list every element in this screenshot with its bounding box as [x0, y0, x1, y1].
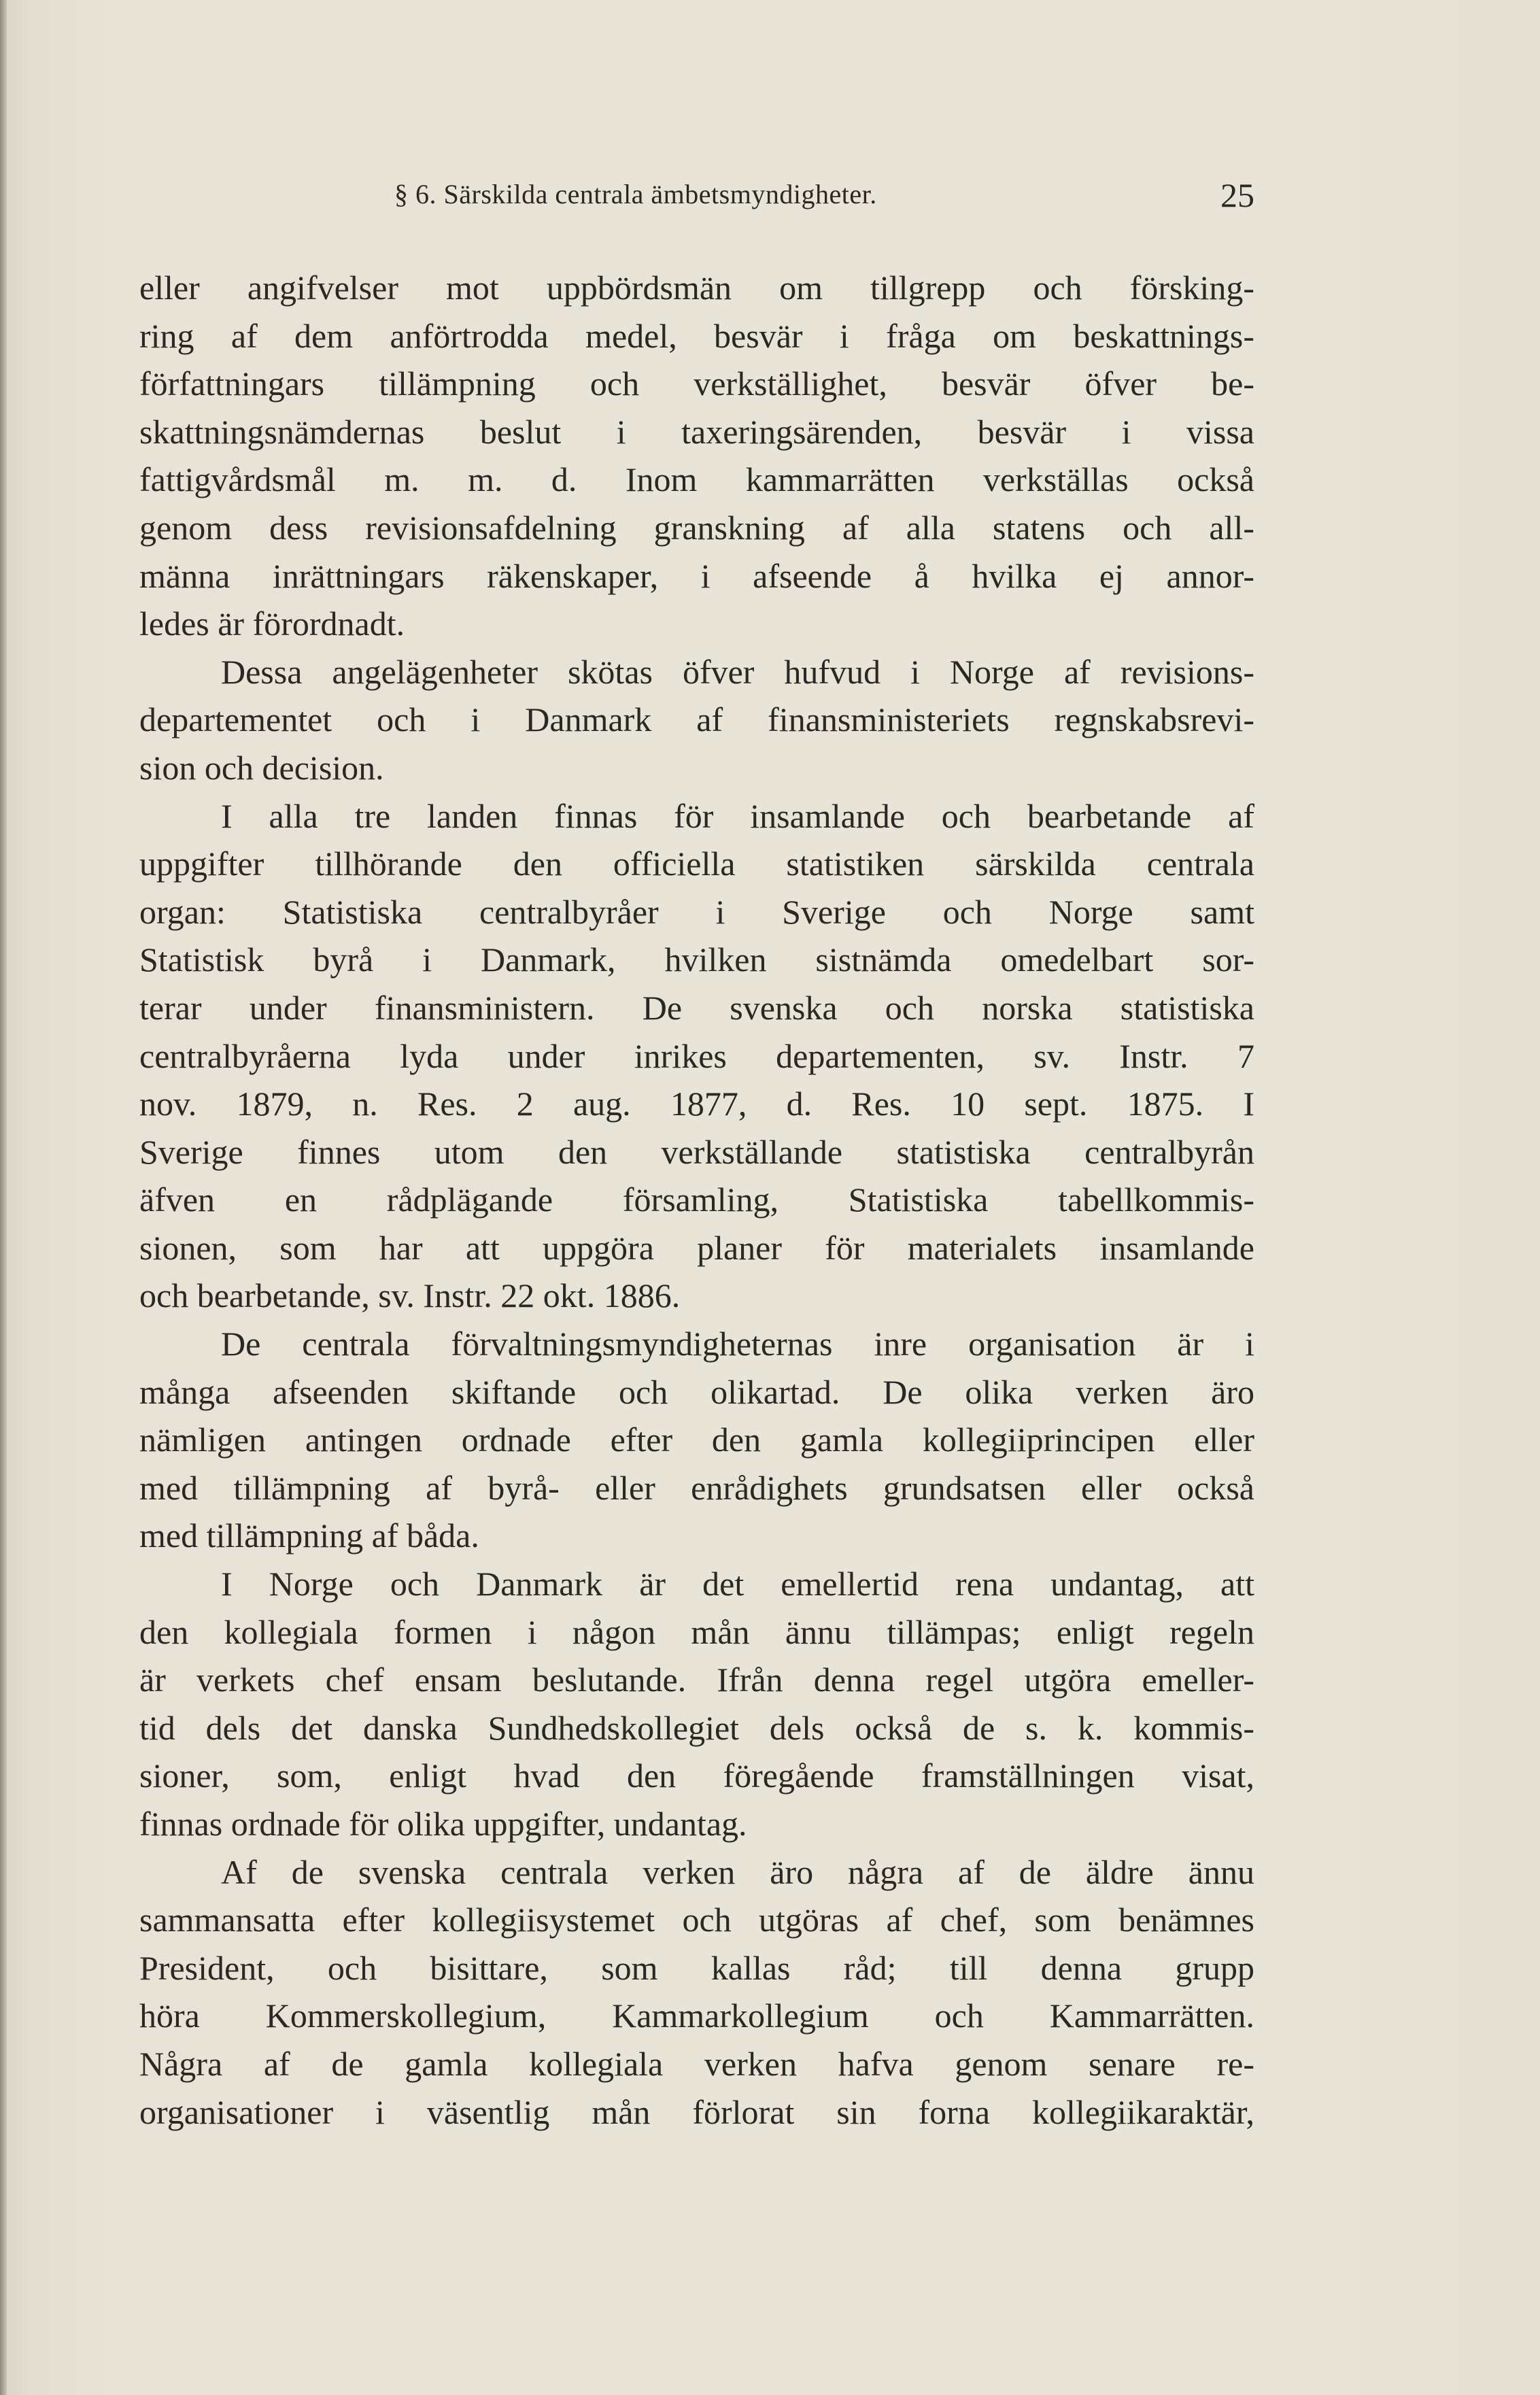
text-line: Några af de gamla kollegiala verken hafva genom senare re-: [139, 2044, 1254, 2083]
text-line: sionen, som har att uppgöra planer för materialets insamlande: [139, 1228, 1254, 1267]
text-line: uppgifter tillhörande den officiella statistiken särskilda centrala: [139, 845, 1254, 883]
page-gutter: [0, 0, 7, 2395]
text-line: organisationer i väsentlig mån förlorat sin forna kollegiikaraktär,: [139, 2092, 1254, 2131]
text-line: President, och bisittare, som kallas råd; till denna grupp: [139, 1948, 1254, 1987]
text-line: departementet och i Danmark af finansministeriets regnskabsrevi-: [139, 700, 1254, 739]
paragraph-start-line: I Norge och Danmark är det emellertid rena undantag, att: [221, 1565, 1254, 1603]
text-line: med tillämpning af byrå- eller enrådighets grundsatsen eller också: [139, 1468, 1254, 1507]
text-line: sioner, som, enligt hvad den föregående framställningen visat,: [139, 1756, 1254, 1795]
text-line: många afseenden skiftande och olikartad. De olika verken äro: [139, 1372, 1254, 1411]
paragraph-start-line: Dessa angelägenheter skötas öfver hufvud i Norge af revisions-: [221, 652, 1254, 691]
text-line: organ: Statistiska centralbyråer i Sverige och Norge samt: [139, 892, 1254, 931]
text-line: männa inrättningars räkenskaper, i afseende å hvilka ej annor-: [139, 556, 1254, 595]
text-line: nov. 1879, n. Res. 2 aug. 1877, d. Res. 10 sept. 1875. I: [139, 1085, 1254, 1123]
text-line: är verkets chef ensam beslutande. Ifrån denna regel utgöra emeller-: [139, 1661, 1254, 1699]
text-line: med tillämpning af båda.: [139, 1516, 479, 1555]
page-number: 25: [1220, 176, 1254, 214]
paragraph-start-line: I alla tre landen finnas för insamlande och bearbetande af: [221, 796, 1254, 835]
text-line: eller angifvelser mot uppbördsmän om tillgrepp och försking-: [139, 269, 1254, 307]
page-header: [139, 178, 1254, 226]
text-line: centralbyråerna lyda under inrikes departementen, sv. Instr. 7: [139, 1036, 1254, 1075]
text-line: Statistisk byrå i Danmark, hvilken sistnämda omedelbart sor-: [139, 940, 1254, 979]
body-text: [139, 264, 1254, 2136]
text-line: författningars tillämpning och verkställighet, besvär öfver be-: [139, 364, 1254, 403]
text-line: och bearbetande, sv. Instr. 22 okt. 1886.: [139, 1276, 681, 1315]
paragraph-start-line: De centrala förvaltningsmyndigheternas inre organisation är i: [221, 1325, 1254, 1363]
text-line: Sverige finnes utom den verkställande statistiska centralbyrån: [139, 1132, 1254, 1171]
text-line: fattigvårdsmål m. m. d. Inom kammarrätten verkställas också: [139, 460, 1254, 499]
text-line: höra Kommerskollegium, Kammarkollegium och Kammarrätten.: [139, 1997, 1254, 2035]
running-title: § 6. Särskilda centrala ämbetsmyndigheter.: [394, 179, 877, 209]
text-line: finnas ordnade för olika uppgifter, undantag.: [139, 1805, 747, 1843]
text-line: tid dels det danska Sundhedskollegiet dels också de s. k. kommis-: [139, 1708, 1254, 1747]
text-line: genom dess revisionsafdelning granskning af alla statens och all-: [139, 508, 1254, 547]
text-line: nämligen antingen ordnade efter den gamla kollegiiprincipen eller: [139, 1421, 1254, 1459]
text-line: ring af dem anförtrodda medel, besvär i fråga om beskattnings-: [139, 316, 1254, 355]
text-line: terar under finansministern. De svenska och norska statistiska: [139, 988, 1254, 1027]
text-line: den kollegiala formen i någon mån ännu tillämpas; enligt regeln: [139, 1612, 1254, 1651]
text-line: sion och decision.: [139, 748, 384, 787]
text-line: skattningsnämdernas beslut i taxeringsärenden, besvär i vissa: [139, 412, 1254, 451]
paragraph-start-line: Af de svenska centrala verken äro några af de äldre ännu: [221, 1852, 1254, 1891]
text-line: sammansatta efter kollegiisystemet och utgöras af chef, som benämnes: [139, 1901, 1254, 1939]
text-line: ledes är förordnadt.: [139, 605, 405, 643]
text-line: äfven en rådplägande församling, Statistiska tabellkommis-: [139, 1180, 1254, 1219]
